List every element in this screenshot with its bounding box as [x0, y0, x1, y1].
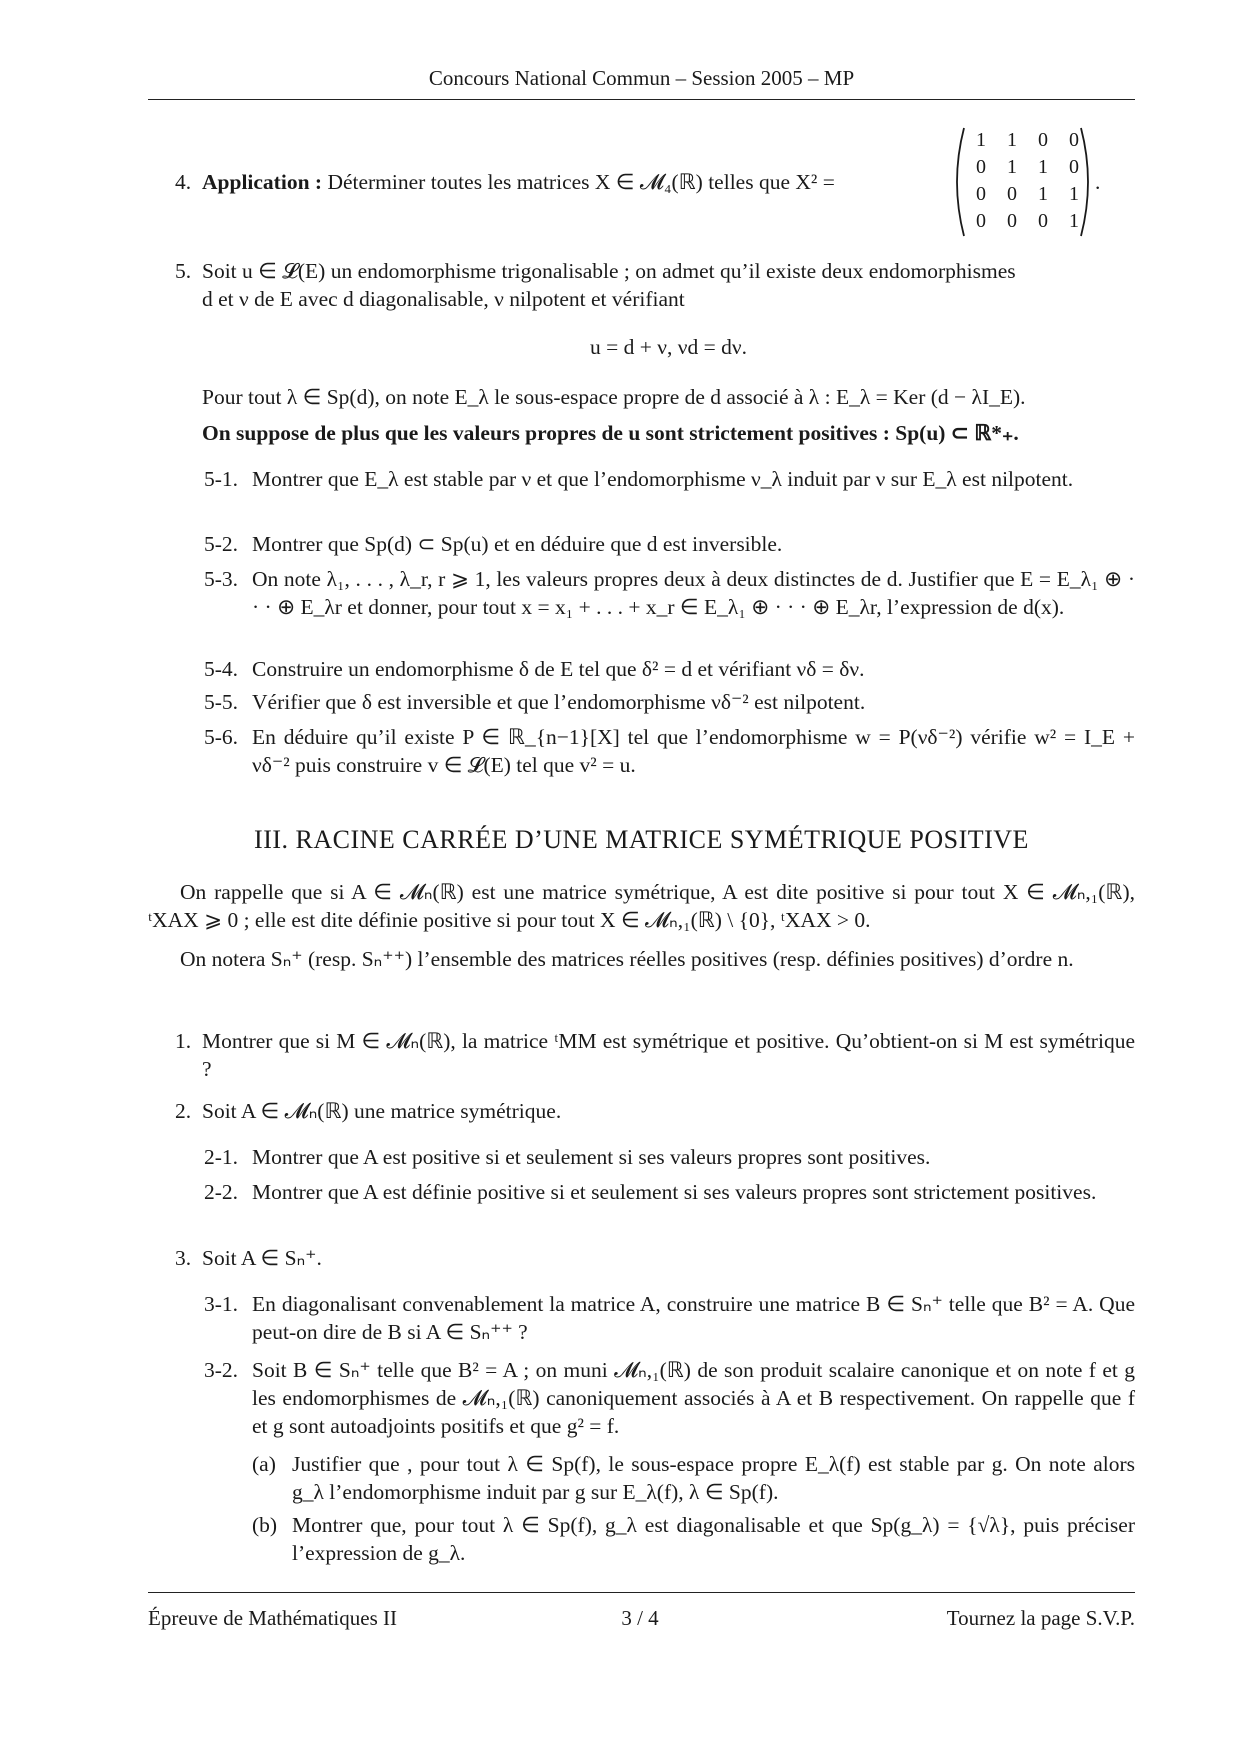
matrix-cell: 0: [1007, 210, 1017, 232]
matrix-cell: 1: [1069, 183, 1079, 205]
s3-q2-text: Soit A ∈ 𝓜ₙ(ℝ) une matrice symétrique.: [202, 1099, 562, 1123]
matrix-cell: 0: [1069, 129, 1079, 151]
section-title: III. RACINE CARRÉE D’UNE MATRICE SYMÉTRIQUE POSITIVE: [254, 825, 1029, 854]
q5-subquestion-number: 5-6.: [204, 725, 239, 749]
s3-q3-number: 3.: [175, 1246, 192, 1270]
matrix-cell: 0: [976, 156, 986, 178]
q4-number: 4.: [175, 170, 192, 194]
q5-formula: u = d + ν, νd = dν.: [590, 335, 747, 359]
q32-part-text: Justifier que , pour tout λ ∈ Sp(f), le sous-espace propre E_λ(f) est stable par g. On note alors g_λ l’endomorphisme induit par g sur E_λ(f), λ ∈ Sp(f).: [292, 1452, 1135, 1504]
right-paren: [1081, 128, 1088, 236]
matrix-cell: 1: [1038, 156, 1048, 178]
page-header: Concours National Commun – Session 2005 – MP: [428, 66, 855, 90]
q2-subquestion-text: Montrer que A est définie positive si et seulement si ses valeurs propres sont strictement positives.: [252, 1180, 1097, 1204]
matrix-cell: 1: [1007, 156, 1017, 178]
q2-subquestion-number: 2-1.: [204, 1145, 239, 1169]
matrix-cell: 0: [1007, 183, 1017, 205]
q5-number: 5.: [175, 259, 192, 283]
q4-text: [202, 168, 835, 196]
q32-part-number: (b): [252, 1513, 278, 1537]
q5-subquestion-text: Montrer que Sp(d) ⊂ Sp(u) et en déduire que d est inversible.: [252, 532, 783, 556]
left-paren: [957, 128, 964, 236]
q5-subquestion-text: En déduire qu’il existe P ∈ ℝ_{n−1}[X] tel que l’endomorphisme w = P(νδ⁻²) vérifie w² = I_E + νδ⁻² puis construire v ∈ 𝓛(E) tel que v² = u.: [252, 725, 1135, 777]
matrix-cell: 1: [1007, 129, 1017, 151]
q4-matrix: [950, 126, 1095, 242]
q3-subquestion-text: En diagonalisant convenablement la matrice A, construire une matrice B ∈ Sₙ⁺ telle que B² = A. Que peut-on dire de B si A ∈ Sₙ⁺⁺ ?: [252, 1292, 1135, 1344]
s3-q2-number: 2.: [175, 1099, 192, 1123]
q4-statement: Déterminer toutes les matrices X ∈ 𝓜₄(ℝ) telles que X² =: [327, 170, 835, 194]
matrix-cell: 1: [1069, 210, 1079, 232]
q5-line1: Soit u ∈ 𝓛(E) un endomorphisme trigonalisable ; on admet qu’il existe deux endomorphismes: [202, 259, 1016, 283]
footer-page-number: 3 / 4: [621, 1606, 659, 1630]
matrix-cell: 1: [1038, 183, 1048, 205]
footer-left: Épreuve de Mathématiques II: [148, 1606, 397, 1630]
q5-subquestion-text: Construire un endomorphisme δ de E tel que δ² = d et vérifiant νδ = δν.: [252, 657, 865, 681]
matrix-cell: 0: [1069, 156, 1079, 178]
q5-subquestion-number: 5-1.: [204, 467, 239, 491]
q5-subquestion-number: 5-2.: [204, 532, 239, 556]
header-rule: [148, 99, 1135, 100]
s3-q3-text: Soit A ∈ Sₙ⁺.: [202, 1246, 322, 1270]
matrix-cell: 0: [1038, 129, 1048, 151]
section3-intro1: On rappelle que si A ∈ 𝓜ₙ(ℝ) est une matrice symétrique, A est dite positive si pour tout X ∈ 𝓜ₙ,₁(ℝ), ᵗXAX ⩾ 0 ; elle est dite définie positive si pour tout X ∈ 𝓜ₙ,₁(ℝ) \ {0}, ᵗXAX > 0.: [148, 880, 1135, 932]
q5-subquestion-number: 5-4.: [204, 657, 239, 681]
q5-subquestion-text: Vérifier que δ est inversible et que l’endomorphisme νδ⁻² est nilpotent.: [252, 690, 866, 714]
footer-right: Tournez la page S.V.P.: [946, 1606, 1135, 1630]
matrix-cell: 0: [976, 183, 986, 205]
matrix-cell: 0: [1038, 210, 1048, 232]
section3-intro2: On notera Sₙ⁺ (resp. Sₙ⁺⁺) l’ensemble des matrices réelles positives (resp. définies positives) d’ordre n.: [180, 947, 1074, 971]
matrix-cell: 0: [976, 210, 986, 232]
matrix-cell: 1: [976, 129, 986, 151]
q3-subquestion-number: 3-2.: [204, 1358, 239, 1382]
q5-subquestion-text: Montrer que E_λ est stable par ν et que l’endomorphisme ν_λ induit par ν sur E_λ est nilpotent.: [252, 467, 1074, 491]
q5-subquestion-text: On note λ₁, . . . , λ_r, r ⩾ 1, les valeurs propres deux à deux distinctes de d. Justifier que E = E_λ₁ ⊕ · · · ⊕ E_λr et donner, pour tout x = x₁ + . . . + x_r ∈ E_λ₁ ⊕ · · · ⊕ E_λr, l’expression de d(x).: [252, 567, 1135, 619]
footer-rule: [148, 1592, 1135, 1593]
matrix-svg: [950, 126, 1095, 238]
q2-subquestion-number: 2-2.: [204, 1180, 239, 1204]
q3-subquestion-number: 3-1.: [204, 1292, 239, 1316]
q5-subquestion-number: 5-3.: [204, 567, 239, 591]
q2-subquestion-text: Montrer que A est positive si et seulement si ses valeurs propres sont positives.: [252, 1145, 931, 1169]
q3-subquestion-text: Soit B ∈ Sₙ⁺ telle que B² = A ; on muni 𝓜ₙ,₁(ℝ) de son produit scalaire canonique et on note f et g les endomorphismes de 𝓜ₙ,₁(ℝ) canoniquement associés à A et B respectivement. On rappelle que f et g sont autoadjoints positifs et que g² = f.: [252, 1358, 1135, 1438]
q4-label: Application :: [202, 170, 323, 194]
q32-part-text: Montrer que, pour tout λ ∈ Sp(f), g_λ est diagonalisable et que Sp(g_λ) = {√λ}, puis préciser l’expression de g_λ.: [292, 1513, 1135, 1565]
q32-part-number: (a): [252, 1452, 276, 1476]
q4-end: .: [1095, 170, 1101, 194]
q5-para1: Pour tout λ ∈ Sp(d), on note E_λ le sous-espace propre de d associé à λ : E_λ = Ker (d − λI_E).: [202, 385, 1026, 409]
q5-line2: d et ν de E avec d diagonalisable, ν nilpotent et vérifiant: [202, 287, 685, 311]
q5-subquestion-number: 5-5.: [204, 690, 239, 714]
s3-q1-number: 1.: [175, 1029, 192, 1053]
s3-q1-text: Montrer que si M ∈ 𝓜ₙ(ℝ), la matrice ᵗMM est symétrique et positive. Qu’obtient-on si M est symétrique ?: [202, 1029, 1135, 1081]
q5-para2: On suppose de plus que les valeurs propres de u sont strictement positives : Sp(u) ⊂ ℝ*₊.: [202, 421, 1019, 445]
